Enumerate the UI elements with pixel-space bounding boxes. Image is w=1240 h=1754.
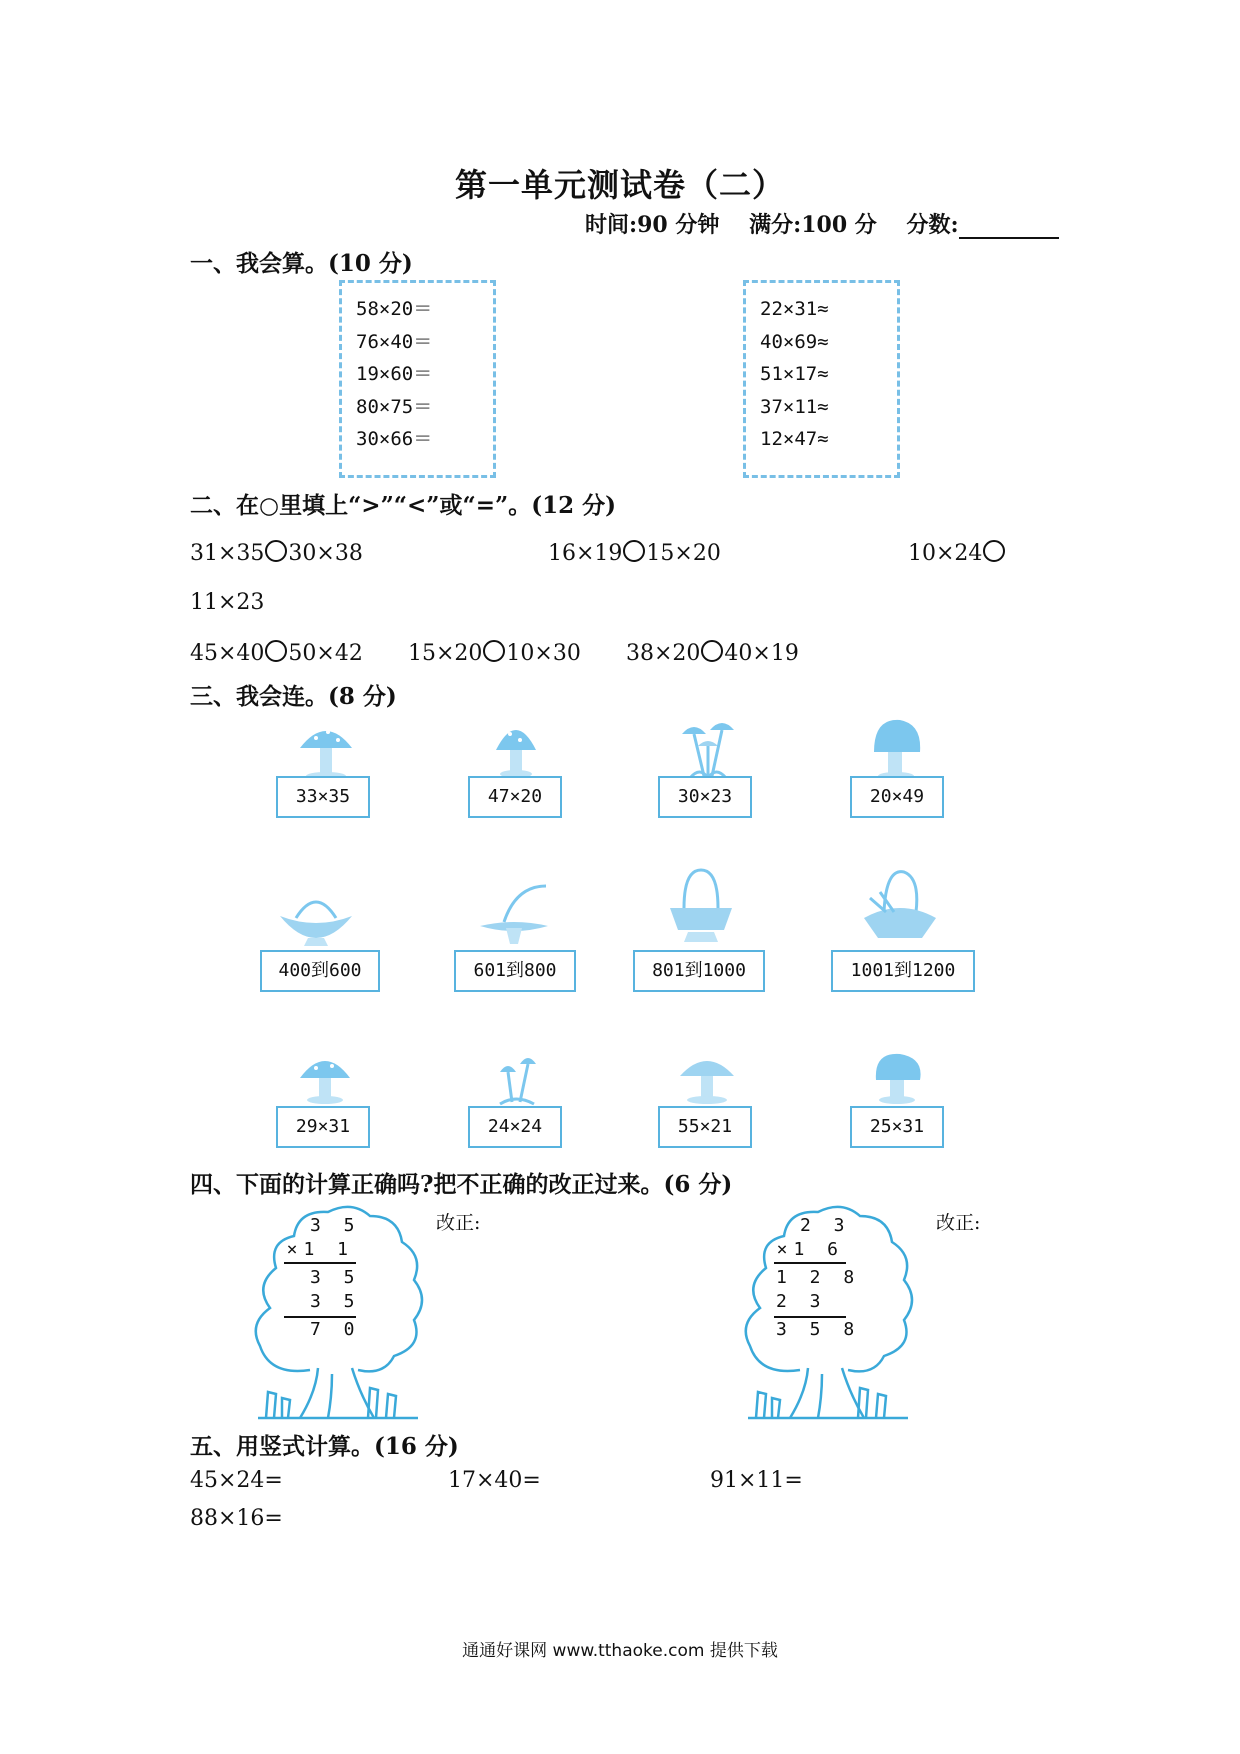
expression-card[interactable]: 20×49 <box>850 776 944 818</box>
vertical-calc-item: 88×16= <box>190 1506 283 1531</box>
calc-line: 2 3 <box>800 1215 851 1236</box>
calc-line: 3 5 <box>310 1215 361 1236</box>
expression-card[interactable]: 47×20 <box>468 776 562 818</box>
mushroom-icon <box>294 718 358 782</box>
compare-item: 31×35 30×38 <box>190 541 363 566</box>
answer-circle[interactable] <box>265 540 287 562</box>
range-card[interactable]: 801到1000 <box>633 950 765 992</box>
calc-item: 76×40＝ <box>356 330 433 353</box>
calc-line: 3 5 <box>310 1267 361 1288</box>
vertical-calc-item: 45×24= <box>190 1468 283 1493</box>
compare-item-wrap: 11×23 <box>190 590 265 615</box>
calc-line: 1 2 8 <box>776 1267 861 1288</box>
mushroom-icon <box>676 1050 738 1106</box>
basket-icon <box>278 890 354 950</box>
mushroom-cluster-icon <box>490 1050 544 1108</box>
calc-line: 7 0 <box>310 1319 361 1340</box>
correction-label: 改正: <box>936 1212 981 1234</box>
calc-line: ×1 1 <box>286 1239 354 1260</box>
page-title: 第一单元测试卷（二） <box>454 166 785 204</box>
calc-rule <box>774 1262 846 1264</box>
mushroom-icon <box>486 716 546 782</box>
answer-circle[interactable] <box>701 640 723 662</box>
answer-circle[interactable] <box>483 640 505 662</box>
range-card[interactable]: 1001到1200 <box>831 950 975 992</box>
mushroom-cluster-icon <box>676 716 742 782</box>
mushroom-icon <box>870 1050 926 1106</box>
calc-line: 2 3 <box>776 1291 827 1312</box>
correction-label: 改正: <box>436 1212 481 1234</box>
expression-card[interactable]: 33×35 <box>276 776 370 818</box>
estimate-item: 12×47≈ <box>760 428 829 450</box>
footer-credit: 通通好课网 www.tthaoke.com 提供下载 <box>462 1641 778 1661</box>
expression-card[interactable]: 30×23 <box>658 776 752 818</box>
section-4-heading: 四、下面的计算正确吗?把不正确的改正过来。(6 分) <box>190 1171 733 1198</box>
answer-circle[interactable] <box>265 640 287 662</box>
estimate-box-right <box>743 280 900 478</box>
section-3-heading: 三、我会连。(8 分) <box>190 683 397 710</box>
mushroom-icon <box>296 1050 354 1106</box>
calc-item: 19×60＝ <box>356 363 433 385</box>
time-label: 时间:90 分钟 <box>585 212 720 238</box>
estimate-item: 40×69≈ <box>760 330 829 353</box>
estimate-item: 37×11≈ <box>760 395 829 418</box>
estimate-item: 51×17≈ <box>760 363 829 385</box>
compare-item: 45×40 50×42 <box>190 641 363 666</box>
expression-card[interactable]: 24×24 <box>468 1106 562 1148</box>
expression-card[interactable]: 25×31 <box>850 1106 944 1148</box>
section-2-heading: 二、在○里填上“>”“<”或“=”。(12 分) <box>190 492 617 519</box>
range-card[interactable]: 400到600 <box>260 950 380 992</box>
section-5-heading: 五、用竖式计算。(16 分) <box>190 1433 459 1460</box>
answer-circle[interactable] <box>983 540 1005 562</box>
compare-item: 16×19 15×20 <box>548 541 721 566</box>
expression-card[interactable]: 29×31 <box>276 1106 370 1148</box>
basket-icon <box>860 868 940 948</box>
section-1-heading: 一、我会算。(10 分) <box>190 250 413 277</box>
calc-line: 3 5 8 <box>776 1319 861 1340</box>
calc-item: 58×20＝ <box>356 298 433 320</box>
mushroom-icon <box>866 716 926 782</box>
compare-item: 15×20 10×30 <box>408 641 581 666</box>
calc-line: ×1 6 <box>776 1239 844 1260</box>
basket-icon <box>476 882 552 948</box>
basket-icon <box>664 868 738 948</box>
score-blank <box>959 215 1059 239</box>
answer-circle[interactable] <box>623 540 645 562</box>
compare-item: 38×20 40×19 <box>626 641 799 666</box>
calc-rule <box>284 1262 356 1264</box>
vertical-calc-item: 91×11= <box>710 1468 803 1493</box>
full-score-label: 满分:100 分 <box>749 212 877 238</box>
compare-item: 10×24 <box>908 540 1006 566</box>
range-card[interactable]: 601到800 <box>454 950 576 992</box>
vertical-calc-item: 17×40= <box>448 1468 541 1493</box>
calc-item: 80×75＝ <box>356 395 433 418</box>
calc-item: 30×66＝ <box>356 428 433 450</box>
estimate-item: 22×31≈ <box>760 298 829 320</box>
calc-box-left <box>339 280 496 478</box>
calc-line: 3 5 <box>310 1291 361 1312</box>
expression-card[interactable]: 55×21 <box>658 1106 752 1148</box>
score-label: 分数: <box>906 212 959 238</box>
exam-meta <box>585 208 1081 239</box>
